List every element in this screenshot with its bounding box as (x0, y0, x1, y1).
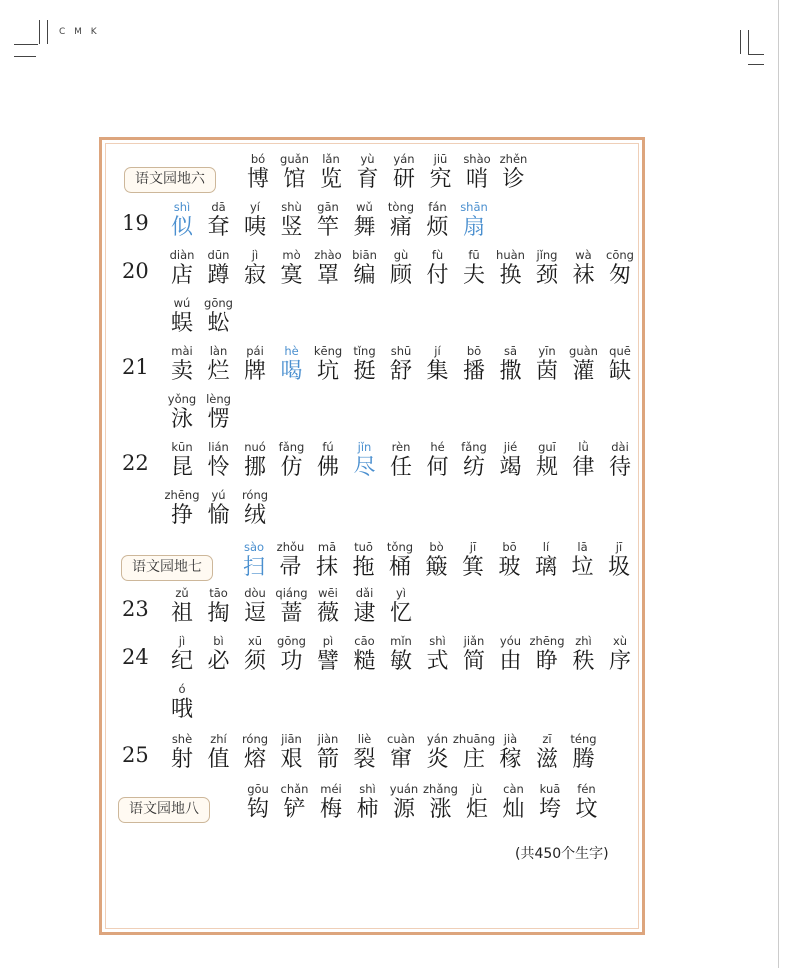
pinyin: jǐn (357, 440, 372, 454)
hanzi: 稼 (499, 747, 522, 772)
hanzi: 烂 (207, 359, 230, 384)
pinyin: làn (209, 344, 228, 358)
pinyin: bō (502, 540, 517, 554)
pinyin: mǐn (390, 634, 412, 648)
crop-mark (778, 0, 779, 968)
hanzi: 绒 (243, 503, 266, 528)
pinyin: cuàn (387, 732, 415, 746)
hanzi: 夫 (462, 263, 485, 288)
lesson-number: 23 (122, 597, 149, 621)
hanzi: 博 (246, 167, 269, 192)
pinyin: jiān (281, 732, 302, 746)
hanzi: 待 (608, 455, 631, 480)
pinyin: jiàn (317, 732, 339, 746)
pinyin: gōng (204, 296, 233, 310)
pinyin: qiáng (275, 586, 308, 600)
hanzi: 播 (462, 359, 485, 384)
pinyin: guǎn (280, 152, 309, 166)
pinyin: fú (322, 440, 334, 454)
hanzi: 颈 (535, 263, 558, 288)
pinyin: jì (178, 634, 186, 648)
crop-mark (748, 64, 764, 65)
hanzi: 竭 (499, 455, 522, 480)
hanzi: 秩 (572, 649, 595, 674)
pinyin: gōng (277, 634, 306, 648)
pinyin: zhì (575, 634, 592, 648)
pinyin: shè (171, 732, 193, 746)
pinyin: lǜ (578, 440, 589, 454)
pinyin: zhǎng (423, 782, 458, 796)
character-entry (494, 152, 534, 194)
hanzi: 哦 (170, 697, 193, 722)
hanzi: 圾 (607, 555, 630, 580)
pinyin: yí (249, 200, 260, 214)
pinyin: nuó (244, 440, 266, 454)
character-entry (600, 634, 640, 676)
pinyin: huàn (496, 248, 525, 262)
pinyin: zhí (210, 732, 227, 746)
pinyin: xū (247, 634, 263, 648)
pinyin: fǎng (461, 440, 487, 454)
pinyin: cōng (606, 248, 634, 262)
pinyin: jiǎn (463, 634, 485, 648)
pinyin: téng (570, 732, 597, 746)
crop-mark (47, 20, 48, 44)
hanzi: 抹 (315, 555, 338, 580)
section-badge: 语文园地八 (118, 797, 210, 823)
hanzi: 寞 (280, 263, 303, 288)
hanzi: 窜 (389, 747, 412, 772)
hanzi: 馆 (283, 167, 306, 192)
pinyin: yán (393, 152, 415, 166)
hanzi: 滋 (535, 747, 558, 772)
pinyin: wú (173, 296, 191, 310)
hanzi: 究 (429, 167, 452, 192)
lesson-number: 25 (122, 743, 149, 767)
hanzi: 艰 (280, 747, 303, 772)
hanzi: 卖 (170, 359, 193, 384)
hanzi: 挣 (170, 503, 193, 528)
hanzi: 烦 (426, 215, 449, 240)
pinyin: tuō (354, 540, 373, 554)
pinyin: wēi (318, 586, 338, 600)
character-entry (567, 782, 607, 824)
hanzi: 逮 (353, 601, 376, 626)
pinyin: jí (434, 344, 441, 358)
hanzi: 罩 (316, 263, 339, 288)
hanzi: 蜈 (170, 311, 193, 336)
pinyin: gōu (247, 782, 269, 796)
hanzi: 佛 (316, 455, 339, 480)
pinyin: jǐng (536, 248, 558, 262)
hanzi: 垃 (571, 555, 594, 580)
hanzi: 泳 (170, 407, 193, 432)
hanzi: 规 (535, 455, 558, 480)
hanzi: 炬 (465, 797, 488, 822)
character-entry (600, 344, 640, 386)
section-badge: 语文园地六 (124, 167, 216, 193)
pinyin: tòng (387, 200, 415, 214)
pinyin: lián (208, 440, 229, 454)
hanzi: 怜 (207, 455, 230, 480)
crop-mark (748, 30, 749, 54)
hanzi: 梅 (319, 797, 342, 822)
pinyin: shì (173, 200, 191, 214)
hanzi: 愉 (207, 503, 230, 528)
hanzi: 育 (356, 167, 379, 192)
hanzi: 昆 (170, 455, 193, 480)
pinyin: mò (282, 248, 301, 262)
hanzi: 何 (426, 455, 449, 480)
hanzi: 坟 (575, 797, 598, 822)
hanzi: 糙 (353, 649, 376, 674)
character-entry (235, 488, 275, 530)
pinyin: tāo (209, 586, 228, 600)
hanzi: 撒 (499, 359, 522, 384)
pinyin: fù (431, 248, 444, 262)
pinyin: cāo (354, 634, 375, 648)
hanzi: 垮 (538, 797, 561, 822)
pinyin: lèng (206, 392, 231, 406)
total-count-note: (共450个生字) (515, 846, 609, 862)
pinyin: chǎn (280, 782, 309, 796)
pinyin: shū (390, 344, 412, 358)
pinyin: zhēng (164, 488, 200, 502)
hanzi: 蔷 (280, 601, 303, 626)
pinyin: tǐng (353, 344, 376, 358)
hanzi: 匆 (608, 263, 631, 288)
pinyin: pì (322, 634, 334, 648)
hanzi: 纺 (462, 455, 485, 480)
hanzi: 纪 (170, 649, 193, 674)
hanzi: 桶 (388, 555, 411, 580)
hanzi: 喝 (280, 359, 303, 384)
hanzi: 挪 (243, 455, 266, 480)
crop-mark (748, 54, 764, 55)
hanzi: 裂 (353, 747, 376, 772)
pinyin: wǔ (356, 200, 373, 214)
pinyin: fū (468, 248, 480, 262)
pinyin: lā (577, 540, 588, 554)
lesson-number: 22 (122, 451, 149, 475)
pinyin: shì (429, 634, 446, 648)
hanzi: 源 (392, 797, 415, 822)
pinyin: dā (211, 200, 226, 214)
pinyin: dǎi (355, 586, 374, 600)
hanzi: 逗 (243, 601, 266, 626)
pinyin: shù (281, 200, 302, 214)
pinyin: lí (542, 540, 550, 554)
pinyin: gù (393, 248, 409, 262)
hanzi: 祖 (170, 601, 193, 626)
pinyin: zhuāng (452, 732, 496, 746)
pinyin: wà (575, 248, 592, 262)
hanzi: 扫 (242, 555, 265, 580)
crop-mark (14, 44, 38, 45)
hanzi: 帚 (279, 555, 302, 580)
hanzi: 忆 (389, 601, 412, 626)
hanzi: 编 (353, 263, 376, 288)
hanzi: 序 (608, 649, 631, 674)
hanzi: 竿 (316, 215, 339, 240)
hanzi: 览 (319, 167, 342, 192)
pinyin: róng (241, 732, 269, 746)
pinyin: liè (357, 732, 372, 746)
hanzi: 店 (170, 263, 193, 288)
hanzi: 竖 (280, 215, 303, 240)
hanzi: 敏 (389, 649, 412, 674)
pinyin: zhěn (499, 152, 528, 166)
character-entry (381, 586, 421, 628)
hanzi: 寂 (243, 263, 266, 288)
pinyin: sào (243, 540, 265, 554)
pinyin: zhǒu (276, 540, 305, 554)
pinyin: dài (611, 440, 629, 454)
hanzi: 尽 (353, 455, 376, 480)
hanzi: 仿 (280, 455, 303, 480)
hanzi: 必 (207, 649, 230, 674)
pinyin: zī (542, 732, 552, 746)
pinyin: jié (503, 440, 518, 454)
hanzi: 诊 (502, 167, 525, 192)
pinyin: gān (317, 200, 339, 214)
pinyin: zhào (314, 248, 342, 262)
lesson-number: 19 (122, 211, 149, 235)
hanzi: 须 (243, 649, 266, 674)
hanzi: 坑 (316, 359, 339, 384)
pinyin: zǔ (175, 586, 189, 600)
hanzi: 譬 (316, 649, 339, 674)
pinyin: diàn (169, 248, 195, 262)
pinyin: yán (426, 732, 449, 746)
pinyin: jiū (433, 152, 448, 166)
hanzi: 集 (426, 359, 449, 384)
pinyin: rèn (391, 440, 411, 454)
hanzi: 璃 (534, 555, 557, 580)
pinyin: càn (503, 782, 524, 796)
pinyin: bō (466, 344, 482, 358)
pinyin: yì (395, 586, 406, 600)
pinyin: méi (320, 782, 342, 796)
pinyin: biān (352, 248, 377, 262)
crop-mark (740, 30, 741, 54)
hanzi: 任 (389, 455, 412, 480)
hanzi: 庄 (462, 747, 485, 772)
hanzi: 箭 (316, 747, 339, 772)
pinyin: shào (463, 152, 491, 166)
lesson-number: 24 (122, 645, 149, 669)
hanzi: 咦 (243, 215, 266, 240)
hanzi: 箕 (461, 555, 484, 580)
pinyin: fén (577, 782, 596, 796)
hanzi: 研 (392, 167, 415, 192)
pinyin: shì (359, 782, 376, 796)
hanzi: 袜 (572, 263, 595, 288)
pinyin: hé (430, 440, 445, 454)
pinyin: fǎng (278, 440, 305, 454)
pinyin: kūn (171, 440, 193, 454)
character-entry (600, 440, 640, 482)
pinyin: hè (284, 344, 299, 358)
hanzi: 薇 (316, 601, 339, 626)
hanzi: 茵 (535, 359, 558, 384)
hanzi: 付 (426, 263, 449, 288)
hanzi: 缺 (608, 359, 631, 384)
pinyin: xù (612, 634, 628, 648)
section-badge: 语文园地七 (121, 555, 213, 581)
crop-mark (39, 20, 40, 44)
lesson-number: 20 (122, 259, 149, 283)
pinyin: ó (178, 682, 186, 696)
pinyin: yuán (389, 782, 419, 796)
pinyin: dūn (207, 248, 230, 262)
pinyin: jià (503, 732, 518, 746)
pinyin: yǒng (167, 392, 197, 406)
pinyin: shān (460, 200, 488, 214)
hanzi: 痛 (389, 215, 412, 240)
hanzi: 腾 (572, 747, 595, 772)
color-registration-mark: C M K (59, 27, 100, 37)
pinyin: bì (213, 634, 224, 648)
pinyin: tǒng (386, 540, 414, 554)
hanzi: 灌 (572, 359, 595, 384)
pinyin: guī (538, 440, 556, 454)
pinyin: pái (246, 344, 264, 358)
pinyin: jì (251, 248, 259, 262)
hanzi: 睁 (535, 649, 558, 674)
pinyin: bò (429, 540, 444, 554)
hanzi: 铲 (283, 797, 306, 822)
hanzi: 灿 (502, 797, 525, 822)
hanzi: 熔 (243, 747, 266, 772)
character-entry (162, 682, 202, 724)
character-entry (454, 200, 494, 242)
pinyin: jī (469, 540, 477, 554)
pinyin: zhēng (529, 634, 565, 648)
hanzi: 簸 (425, 555, 448, 580)
pinyin: dòu (244, 586, 266, 600)
hanzi: 舞 (353, 215, 376, 240)
pinyin: yóu (499, 634, 522, 648)
pinyin: guàn (569, 344, 598, 358)
pinyin: sā (503, 344, 518, 358)
pinyin: fán (428, 200, 447, 214)
character-entry (599, 540, 639, 582)
hanzi: 式 (426, 649, 449, 674)
pinyin: bó (250, 152, 266, 166)
pinyin: yīn (538, 344, 556, 358)
pinyin: jù (471, 782, 483, 796)
hanzi: 简 (462, 649, 485, 674)
hanzi: 牌 (243, 359, 266, 384)
pinyin: jī (615, 540, 623, 554)
hanzi: 似 (170, 215, 193, 240)
pinyin: mā (317, 540, 337, 554)
character-entry (600, 248, 640, 290)
hanzi: 律 (572, 455, 595, 480)
hanzi: 蚣 (207, 311, 230, 336)
hanzi: 挺 (353, 359, 376, 384)
hanzi: 掏 (207, 601, 230, 626)
pinyin: yú (211, 488, 226, 502)
pinyin: lǎn (322, 152, 340, 166)
hanzi: 哨 (465, 167, 488, 192)
hanzi: 涨 (429, 797, 452, 822)
hanzi: 功 (280, 649, 303, 674)
hanzi: 换 (499, 263, 522, 288)
pinyin: róng (241, 488, 269, 502)
pinyin: mài (171, 344, 193, 358)
crop-mark (14, 56, 36, 57)
character-entry (564, 732, 604, 774)
hanzi: 炎 (426, 747, 449, 772)
hanzi: 钩 (246, 797, 269, 822)
pinyin: quē (609, 344, 631, 358)
hanzi: 玻 (498, 555, 521, 580)
character-entry (199, 296, 239, 338)
hanzi: 顾 (389, 263, 412, 288)
lesson-number: 21 (122, 355, 149, 379)
hanzi: 拖 (352, 555, 375, 580)
hanzi: 射 (170, 747, 193, 772)
hanzi: 耷 (207, 215, 230, 240)
pinyin: kēng (313, 344, 343, 358)
pinyin: yù (360, 152, 375, 166)
hanzi: 愣 (207, 407, 230, 432)
hanzi: 蹲 (207, 263, 230, 288)
hanzi: 由 (499, 649, 522, 674)
hanzi: 值 (207, 747, 230, 772)
hanzi: 柿 (356, 797, 379, 822)
hanzi: 舒 (389, 359, 412, 384)
hanzi: 扇 (462, 215, 485, 240)
pinyin: kuā (539, 782, 561, 796)
character-entry (199, 392, 239, 434)
